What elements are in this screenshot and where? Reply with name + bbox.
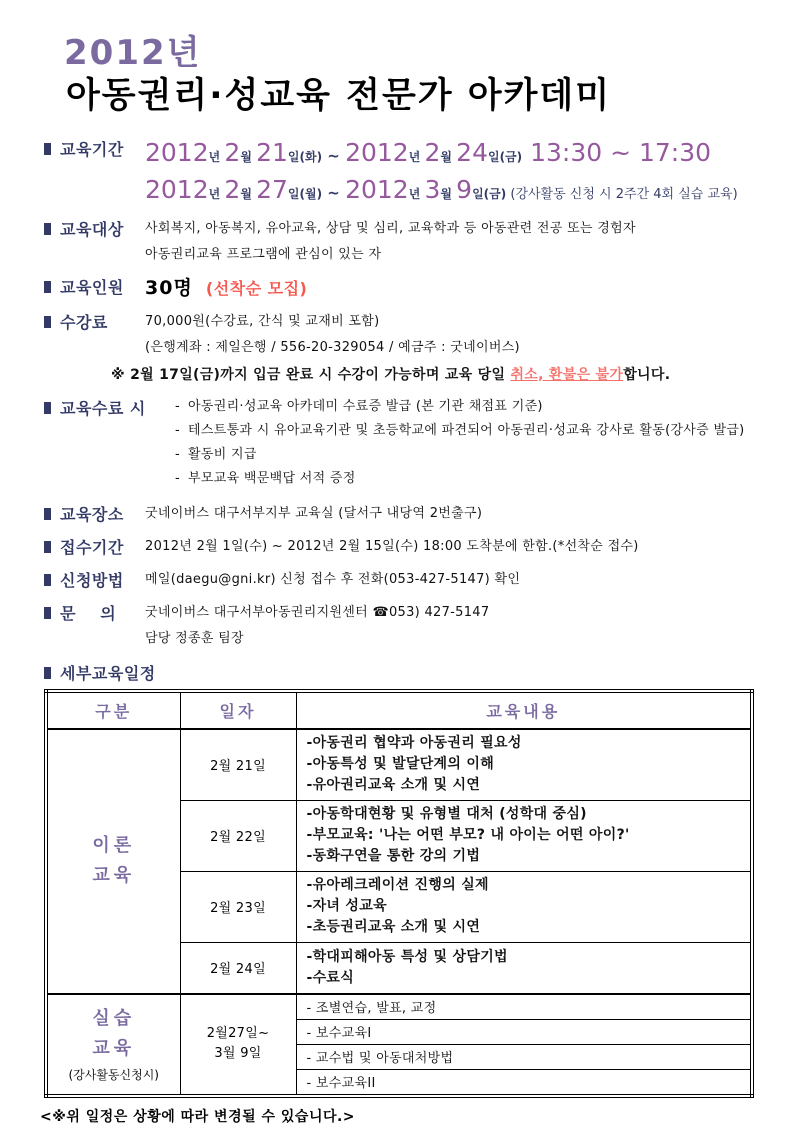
header-date: 일자 [180,691,296,729]
content-cell [296,871,752,942]
bullet-square-icon [44,402,51,414]
bullet-square-icon [44,143,51,155]
bullet-square-icon [44,667,51,679]
section-label-application-method [44,567,145,590]
section-education-period [44,136,756,210]
completion-item-text: 아동권리·성교육 아카데미 수료증 발급 (본 기관 채점표 기준) [188,398,543,414]
section-application-period [44,534,756,560]
section-label-text: 교육수료 시 [60,398,146,418]
capacity-line [145,274,756,303]
section-label-text: 교육기간 [60,139,124,159]
bullet-square-icon [44,508,51,520]
period-line-2: 2012년 2월 27일(월) ~ 2012년 3월 9일(금) (강사활동 신청 시 2주간 4회 실습 교육) [145,174,738,204]
dash-bullet: - [175,398,180,414]
capacity-note: (선착순 모집) [205,278,308,298]
content-item: -학대피해아동 특성 및 상담기법 [306,948,508,965]
content-item: -아동학대현황 및 유형별 대처 (성학대 중심) [306,806,587,823]
bullet-square-icon [44,607,51,619]
date-cell: 2월 23일 [180,871,296,942]
year-title: 2012년 [64,33,202,73]
section-fee [44,309,756,389]
practice-date-cell [180,994,296,1096]
bullet-square-icon [44,574,51,586]
contact-line-1: 굿네이버스 대구서부아동권리지원센터 ☎053) 427-5147 [145,604,490,620]
practice-content-cell: - 조별연습, 발표, 교정 [296,994,752,1020]
audience-line-2: 아동권리교육 프로그램에 관심이 있는 자 [145,246,382,262]
bullet-square-icon [44,281,51,293]
content-item: -자녀 성교육 [306,898,387,915]
practice-category-cell [46,994,180,1096]
section-venue [44,501,756,527]
section-label-schedule [44,660,156,683]
date-cell: 2월 24일 [180,942,296,994]
fee-notice-prefix: ※ 2월 17일(금)까지 입금 완료 시 수강이 가능하며 교육 당일 [111,366,511,383]
practice-category-note: (강사활동신청시) [68,1068,159,1083]
section-label-audience [44,216,145,239]
completion-item-text: 부모교육 백문백답 서적 증정 [188,470,356,486]
section-label-text: 수강료 [60,312,108,332]
section-contact [44,600,756,652]
bullet-square-icon [44,316,51,328]
theory-category-line-1: 이론 [92,835,136,857]
application-period-text: 2012년 2월 1일(수) ~ 2012년 2월 15일(수) 18:00 도착분에 한함.(*선착순 접수) [145,538,639,554]
schedule-table [44,689,754,1098]
practice-category-line-2: 교육 [92,1038,136,1060]
theory-category-line-2: 교육 [92,865,136,887]
section-label-completion [44,395,175,418]
section-label-text: 접수기간 [60,537,124,557]
content-item: -아동특성 및 발달단계의 이해 [306,756,495,773]
period-line-1: 2012년 2월 21일(화) ~ 2012년 2월 24일(금) 13:30 ~ 17:30 [145,137,712,167]
main-title: 아동권리·성교육 전문가 아카데미 [66,76,612,117]
date-cell: 2월 22일 [180,800,296,871]
bullet-square-icon [44,541,51,553]
section-label-text: 세부교육일정 [60,663,156,683]
practice-date-line-2: 3월 9일 [214,1046,262,1062]
content-item: -부모교육: '나는 어떤 부모? 내 아이는 어떤 아이?' [306,827,630,844]
theory-category-cell [46,729,180,994]
bullet-square-icon [44,223,51,235]
content-item: -유아레크레이션 진행의 실제 [306,877,489,894]
section-label-text: 교육장소 [60,504,124,524]
practice-content-cell: - 교수법 및 아동대처방법 [296,1044,752,1069]
content-cell [296,729,752,801]
content-cell [296,800,752,871]
section-label-period [44,136,145,159]
content-item: -아동권리 협약과 아동권리 필요성 [306,735,522,752]
section-label-text: 문 의 [60,603,117,623]
fee-notice-suffix: 합니다. [623,366,671,383]
completion-item-text: 테스트통과 시 유아교육기관 및 초등학교에 파견되어 아동권리·성교육 강사로 활동(강사증 발급) [188,422,745,438]
dash-bullet: - [175,446,180,462]
section-application-method [44,567,756,593]
fee-notice-red: 취소, 환불은 불가 [510,366,624,383]
practice-date-line-1: 2월27일~ [206,1026,270,1042]
dash-bullet: - [175,470,180,486]
section-target-audience [44,216,756,268]
content-item: -유아권리교육 소개 및 시연 [306,777,481,794]
completion-item [175,467,756,491]
content-cell [296,942,752,994]
venue-text: 굿네이버스 대구서부지부 교육실 (달서구 내당역 2번출구) [145,505,483,521]
fee-line-1: 70,000원(수강료, 간식 및 교재비 포함) [145,313,380,329]
practice-content-cell: - 보수교육II [296,1069,752,1096]
content-item: -수료식 [306,969,355,986]
footer-note: <※위 일정은 상황에 따라 변경될 수 있습니다.> [40,1108,356,1125]
audience-line-1: 사회복지, 아동복지, 유아교육, 상담 및 심리, 교육학과 등 아동관련 전공 또는 경험자 [145,220,636,236]
practice-category-line-1: 실습 [92,1008,136,1030]
application-method-text: 메일(daegu@gni.kr) 신청 접수 후 전화(053-427-5147) 확인 [145,571,521,587]
dash-bullet: - [175,422,180,438]
completion-item [175,419,756,443]
table-row [46,994,752,1020]
contact-line-2: 담당 정종훈 팀장 [145,630,244,646]
section-label-text: 교육대상 [60,219,124,239]
completion-item [175,395,756,419]
fee-notice-line [111,361,756,389]
section-label-fee [44,309,145,332]
date-cell: 2월 21일 [180,729,296,801]
content-item: -초등권리교육 소개 및 시연 [306,919,481,936]
table-row [46,729,752,801]
section-label-capacity [44,274,145,297]
section-capacity [44,274,756,303]
section-completion-benefits [44,395,756,491]
section-schedule-heading [44,660,756,683]
section-label-application-period [44,534,145,557]
fee-bank-line: (은행계좌 : 제일은행 / 556-20-329054 / 예금주 : 굿네이버스) [145,339,520,355]
completion-item [175,443,756,467]
header-category: 구분 [46,691,180,729]
content-item: -동화구연을 통한 강의 기법 [306,848,481,865]
practice-content-cell: - 보수교육I [296,1019,752,1044]
section-label-text: 교육인원 [60,277,124,297]
section-label-venue [44,501,145,524]
header-content: 교육내용 [296,691,752,729]
capacity-value: 30명 [145,276,193,299]
section-label-contact [44,600,145,623]
section-label-text: 신청방법 [60,570,124,590]
schedule-header-row [46,691,752,729]
completion-item-text: 활동비 지급 [188,446,257,462]
